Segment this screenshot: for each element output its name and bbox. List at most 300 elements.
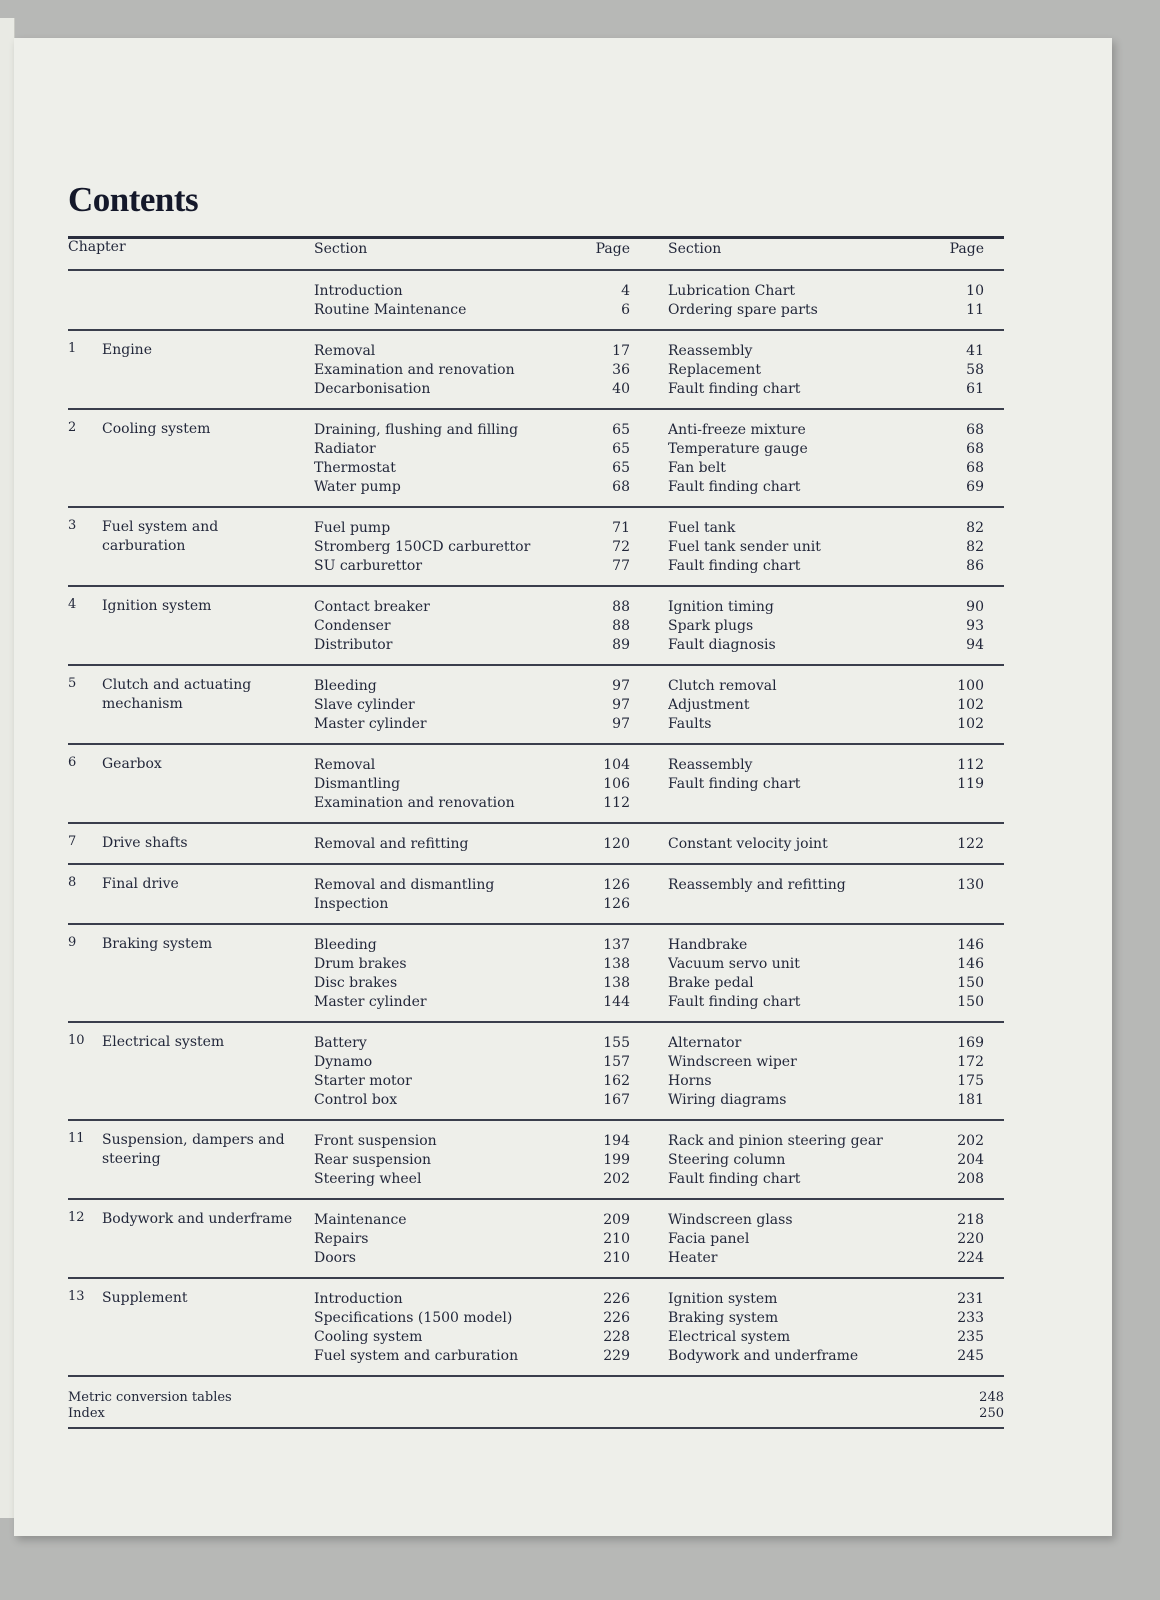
section-column-left <box>314 1033 630 1109</box>
section-page: 233 <box>957 1309 984 1326</box>
section-page: 77 <box>612 557 630 574</box>
section-entry <box>668 341 984 360</box>
section-name: Electrical system <box>668 1328 791 1345</box>
section-page: 41 <box>966 342 984 359</box>
section-page: 146 <box>957 955 984 972</box>
section-entry <box>314 1327 630 1346</box>
section-entry <box>314 1169 630 1188</box>
section-name: Constant velocity joint <box>668 835 828 852</box>
section-page: 11 <box>966 301 984 318</box>
section-page: 220 <box>957 1230 984 1247</box>
chapter-cell <box>68 1289 314 1365</box>
section-page: 245 <box>957 1347 984 1364</box>
section-name: Stromberg 150CD carburettor <box>314 538 531 555</box>
chapter-cell <box>68 420 314 496</box>
section-column-right <box>668 518 984 575</box>
section-page: 93 <box>966 617 984 634</box>
section-column-left <box>314 281 630 319</box>
section-column-right <box>668 834 984 853</box>
section-entry <box>314 954 630 973</box>
section-entry <box>314 1210 630 1229</box>
section-page: 100 <box>957 677 984 694</box>
section-name: Facia panel <box>668 1230 750 1247</box>
section-page: 97 <box>612 715 630 732</box>
chapter-name: Electrical system <box>102 1034 225 1050</box>
section-name: Temperature gauge <box>668 440 808 457</box>
section-page: 228 <box>603 1328 630 1345</box>
section-name: Replacement <box>668 361 761 378</box>
section-name: Fault finding chart <box>668 380 801 397</box>
adjacent-page-edge <box>0 18 15 1518</box>
chapter-header: Chapter <box>68 239 126 255</box>
chapter-name: Drive shafts <box>102 835 188 851</box>
section-page: 40 <box>612 380 630 397</box>
section-entry <box>314 379 630 398</box>
section-entry <box>668 695 984 714</box>
section-name: Maintenance <box>314 1211 407 1228</box>
section-page: 88 <box>612 598 630 615</box>
section-column-right <box>668 1033 984 1109</box>
section-entry <box>314 1289 630 1308</box>
section-name: SU carburettor <box>314 557 423 574</box>
book-page <box>14 38 1112 1536</box>
section-entry <box>668 300 984 319</box>
section-name: Slave cylinder <box>314 696 415 713</box>
section-page: 68 <box>612 478 630 495</box>
section-page: 17 <box>612 342 630 359</box>
section-name: Fault finding chart <box>668 557 801 574</box>
section-page: 210 <box>603 1249 630 1266</box>
section-name: Examination and renovation <box>314 794 515 811</box>
chapter-cell <box>68 1131 314 1188</box>
section-page: 6 <box>621 301 630 318</box>
section-name: Fuel pump <box>314 519 391 536</box>
section-name: Rear suspension <box>314 1151 432 1168</box>
section-page: 90 <box>966 598 984 615</box>
section-name: Fuel tank <box>668 519 736 536</box>
chapter-row <box>68 331 1004 410</box>
footer-page: 250 <box>979 1405 1004 1421</box>
section-name: Decarbonisation <box>314 380 431 397</box>
section-column-left <box>314 518 630 575</box>
chapter-row <box>68 1279 1004 1377</box>
section-entry <box>668 379 984 398</box>
chapter-cell <box>68 875 314 913</box>
section-entry <box>668 477 984 496</box>
section-name: Control box <box>314 1091 398 1108</box>
section-entry <box>668 1327 984 1346</box>
section-entry <box>668 537 984 556</box>
section-name: Distributor <box>314 636 393 653</box>
section-name: Fan belt <box>668 459 726 476</box>
section-column-right <box>668 281 984 319</box>
section-name: Steering wheel <box>314 1170 422 1187</box>
section-page: 106 <box>603 775 630 792</box>
chapter-cell <box>68 1210 314 1267</box>
chapter-cell <box>68 834 314 853</box>
section-page: 122 <box>957 835 984 852</box>
section-entry <box>314 518 630 537</box>
section-entry <box>668 439 984 458</box>
section-entry <box>668 360 984 379</box>
chapter-name: Cooling system <box>102 421 211 437</box>
section-page: 88 <box>612 617 630 634</box>
section-name: Starter motor <box>314 1072 412 1089</box>
section-name: Condenser <box>314 617 391 634</box>
section-page: 199 <box>603 1151 630 1168</box>
section-name: Specifications (1500 model) <box>314 1309 513 1326</box>
chapter-cell <box>68 676 314 733</box>
section-entry <box>314 420 630 439</box>
section-page: 209 <box>603 1211 630 1228</box>
section-name: Spark plugs <box>668 617 754 634</box>
section-name: Thermostat <box>314 459 396 476</box>
section-page: 68 <box>966 440 984 457</box>
section-name: Radiator <box>314 440 376 457</box>
chapter-number: 1 <box>68 341 77 356</box>
section-column-right <box>668 935 984 1011</box>
chapter-number: 11 <box>68 1131 85 1146</box>
section-entry <box>314 973 630 992</box>
section-page: 89 <box>612 636 630 653</box>
section-name: Introduction <box>314 282 403 299</box>
section-entry <box>314 894 630 913</box>
section-page: 130 <box>957 876 984 893</box>
chapter-row <box>68 1023 1004 1121</box>
section-page: 202 <box>957 1132 984 1149</box>
section-name: Removal <box>314 342 376 359</box>
page-header-right: Page <box>949 240 984 257</box>
section-page: 226 <box>603 1290 630 1307</box>
section-name: Front suspension <box>314 1132 437 1149</box>
section-name: Horns <box>668 1072 712 1089</box>
section-page: 97 <box>612 677 630 694</box>
footer-entries <box>68 1377 1004 1429</box>
section-entry <box>668 1229 984 1248</box>
chapter-number: 3 <box>68 518 77 533</box>
section-name: Examination and renovation <box>314 361 515 378</box>
section-entry <box>668 973 984 992</box>
section-page: 4 <box>621 282 630 299</box>
section-entry <box>314 793 630 812</box>
section-name: Reassembly <box>668 756 753 773</box>
section-column-right <box>668 597 984 654</box>
section-name: Cooling system <box>314 1328 423 1345</box>
section-name: Removal and dismantling <box>314 876 495 893</box>
section-entry <box>314 676 630 695</box>
section-entry <box>314 341 630 360</box>
section-page: 71 <box>612 519 630 536</box>
section-page: 94 <box>966 636 984 653</box>
section-name: Introduction <box>314 1290 403 1307</box>
section-entry <box>668 420 984 439</box>
section-entry <box>668 1033 984 1052</box>
section-column-left <box>314 341 630 398</box>
section-name: Bleeding <box>314 936 377 953</box>
chapter-number: 7 <box>68 834 77 849</box>
footer-name: Index <box>68 1405 105 1421</box>
chapter-number: 6 <box>68 755 77 770</box>
chapter-number: 9 <box>68 935 77 950</box>
section-page: 68 <box>966 421 984 438</box>
section-column-left <box>314 755 630 812</box>
chapter-cell <box>68 597 314 654</box>
section-page: 36 <box>612 361 630 378</box>
section-entry <box>314 1071 630 1090</box>
chapter-row <box>68 1121 1004 1200</box>
section-entry <box>668 518 984 537</box>
section-entry <box>314 300 630 319</box>
section-name: Fault finding chart <box>668 1170 801 1187</box>
section-entry <box>668 1131 984 1150</box>
section-entry <box>668 935 984 954</box>
section-name: Clutch removal <box>668 677 777 694</box>
section-name: Adjustment <box>668 696 750 713</box>
section-page: 202 <box>603 1170 630 1187</box>
section-page: 61 <box>966 380 984 397</box>
section-name: Reassembly and refitting <box>668 876 846 893</box>
footer-entry <box>68 1405 1004 1421</box>
section-entry <box>314 360 630 379</box>
section-column-left <box>314 935 630 1011</box>
section-column-right <box>668 676 984 733</box>
section-page: 194 <box>603 1132 630 1149</box>
footer-name: Metric conversion tables <box>68 1389 232 1405</box>
chapter-number: 13 <box>68 1289 85 1304</box>
chapter-name: Engine <box>102 342 152 358</box>
chapter-number: 4 <box>68 597 77 612</box>
section-name: Ignition timing <box>668 598 774 615</box>
section-page: 218 <box>957 1211 984 1228</box>
section-entry <box>314 935 630 954</box>
section-page: 146 <box>957 936 984 953</box>
chapter-number: 5 <box>68 676 77 691</box>
section-entry <box>314 458 630 477</box>
section-page: 210 <box>603 1230 630 1247</box>
section-page: 137 <box>603 936 630 953</box>
section-name: Fault finding chart <box>668 775 801 792</box>
section-entry <box>668 1248 984 1267</box>
section-column-right <box>668 1289 984 1365</box>
section-page: 175 <box>957 1072 984 1089</box>
section-page: 224 <box>957 1249 984 1266</box>
chapter-name: Braking system <box>102 936 213 952</box>
section-name: Removal <box>314 756 376 773</box>
section-entry <box>668 774 984 793</box>
chapter-name: Gearbox <box>102 756 162 772</box>
section-entry <box>314 714 630 733</box>
section-entry <box>314 1248 630 1267</box>
section-name: Fault finding chart <box>668 478 801 495</box>
section-entry <box>314 477 630 496</box>
section-column-left <box>314 1131 630 1188</box>
section-name: Windscreen wiper <box>668 1053 797 1070</box>
chapter-number: 10 <box>68 1033 85 1048</box>
section-header-left: Section <box>314 240 368 257</box>
section-entry <box>668 1289 984 1308</box>
page-header-left: Page <box>595 240 630 257</box>
section-page: 104 <box>603 756 630 773</box>
section-page: 102 <box>957 715 984 732</box>
section-page: 68 <box>966 459 984 476</box>
chapter-name: Final drive <box>102 876 179 892</box>
section-page: 208 <box>957 1170 984 1187</box>
section-entry <box>314 1131 630 1150</box>
section-name: Rack and pinion steering gear <box>668 1132 883 1149</box>
section-name: Bleeding <box>314 677 377 694</box>
section-entry <box>314 281 630 300</box>
section-column-right <box>668 420 984 496</box>
chapter-row <box>68 1200 1004 1279</box>
section-name: Windscreen glass <box>668 1211 793 1228</box>
section-name: Contact breaker <box>314 598 430 615</box>
section-name: Alternator <box>668 1034 742 1051</box>
section-page: 157 <box>603 1053 630 1070</box>
section-name: Master cylinder <box>314 993 427 1010</box>
chapter-row <box>68 666 1004 745</box>
chapter-name: Clutch and actuating mechanism <box>102 677 252 712</box>
section-page: 119 <box>957 775 984 792</box>
section-page: 162 <box>603 1072 630 1089</box>
section-entry <box>668 1210 984 1229</box>
section-page: 69 <box>966 478 984 495</box>
section-column-right <box>668 1210 984 1267</box>
section-name: Doors <box>314 1249 356 1266</box>
section-entry <box>668 676 984 695</box>
section-column-left <box>314 597 630 654</box>
chapter-row <box>68 824 1004 865</box>
section-entry <box>668 992 984 1011</box>
chapter-number: 2 <box>68 420 77 435</box>
section-entry <box>668 597 984 616</box>
section-entry <box>668 635 984 654</box>
contents-table <box>68 236 1004 1429</box>
section-entry <box>314 875 630 894</box>
section-entry <box>314 1090 630 1109</box>
section-entry <box>668 1346 984 1365</box>
section-entry <box>314 635 630 654</box>
section-column-left <box>314 834 630 853</box>
section-entry <box>314 1229 630 1248</box>
section-entry <box>668 616 984 635</box>
section-page: 150 <box>957 993 984 1010</box>
section-entry <box>668 1308 984 1327</box>
section-name: Fault finding chart <box>668 993 801 1010</box>
section-entry <box>314 439 630 458</box>
section-page: 10 <box>966 282 984 299</box>
section-entry <box>668 714 984 733</box>
chapter-name: Ignition system <box>102 598 212 614</box>
section-page: 138 <box>603 955 630 972</box>
section-name: Bodywork and underframe <box>668 1347 859 1364</box>
section-entry <box>668 1090 984 1109</box>
section-name: Fuel system and carburation <box>314 1347 519 1364</box>
section-entry <box>314 1150 630 1169</box>
section-entry <box>668 875 984 894</box>
chapter-name <box>102 281 302 319</box>
section-name: Master cylinder <box>314 715 427 732</box>
section-column-left <box>314 420 630 496</box>
chapter-row <box>68 271 1004 331</box>
section-header-right: Section <box>668 240 722 257</box>
section-name: Faults <box>668 715 712 732</box>
chapter-cell <box>68 341 314 398</box>
chapter-row <box>68 587 1004 666</box>
section-page: 65 <box>612 459 630 476</box>
chapter-rows <box>68 271 1004 1377</box>
section-name: Heater <box>668 1249 718 1266</box>
chapter-cell <box>68 1033 314 1109</box>
footer-page: 248 <box>979 1389 1004 1405</box>
section-name: Steering column <box>668 1151 786 1168</box>
section-page: 126 <box>603 876 630 893</box>
section-entry <box>668 755 984 774</box>
section-page: 150 <box>957 974 984 991</box>
section-name: Fuel tank sender unit <box>668 538 821 555</box>
chapter-number: 8 <box>68 875 77 890</box>
section-name: Battery <box>314 1034 367 1051</box>
chapter-row <box>68 410 1004 508</box>
section-page: 120 <box>603 835 630 852</box>
section-page: 102 <box>957 696 984 713</box>
section-column-right <box>668 1131 984 1188</box>
section-entry <box>314 556 630 575</box>
section-name: Wiring diagrams <box>668 1091 787 1108</box>
section-entry <box>314 755 630 774</box>
section-entry <box>668 556 984 575</box>
chapter-number: 12 <box>68 1210 85 1225</box>
section-page: 144 <box>603 993 630 1010</box>
section-page: 65 <box>612 421 630 438</box>
section-page: 155 <box>603 1034 630 1051</box>
section-name: Lubrication Chart <box>668 282 796 299</box>
section-entry <box>314 1033 630 1052</box>
section-name: Draining, flushing and filling <box>314 421 519 438</box>
section-entry <box>314 1052 630 1071</box>
section-name: Vacuum servo unit <box>668 955 800 972</box>
section-entry <box>668 1052 984 1071</box>
section-page: 169 <box>957 1034 984 1051</box>
chapter-cell <box>68 935 314 1011</box>
section-page: 172 <box>957 1053 984 1070</box>
section-entry <box>314 537 630 556</box>
section-column-left <box>314 875 630 913</box>
section-entry <box>314 1308 630 1327</box>
section-page: 229 <box>603 1347 630 1364</box>
chapter-row <box>68 745 1004 824</box>
section-column-right <box>668 755 984 812</box>
section-name: Anti-freeze mixture <box>668 421 806 438</box>
section-entry <box>314 834 630 853</box>
chapter-name: Supplement <box>102 1290 188 1306</box>
section-entry <box>314 992 630 1011</box>
section-entry <box>314 774 630 793</box>
chapter-row <box>68 508 1004 587</box>
section-name: Removal and refitting <box>314 835 469 852</box>
section-name: Repairs <box>314 1230 369 1247</box>
chapter-cell <box>68 518 314 575</box>
section-name: Routine Maintenance <box>314 301 467 318</box>
section-entry <box>314 616 630 635</box>
section-page: 72 <box>612 538 630 555</box>
chapter-cell <box>68 755 314 812</box>
section-entry <box>314 1346 630 1365</box>
section-name: Brake pedal <box>668 974 754 991</box>
section-page: 167 <box>603 1091 630 1108</box>
section-entry <box>668 1071 984 1090</box>
section-name: Braking system <box>668 1309 779 1326</box>
section-column-left <box>314 1210 630 1267</box>
